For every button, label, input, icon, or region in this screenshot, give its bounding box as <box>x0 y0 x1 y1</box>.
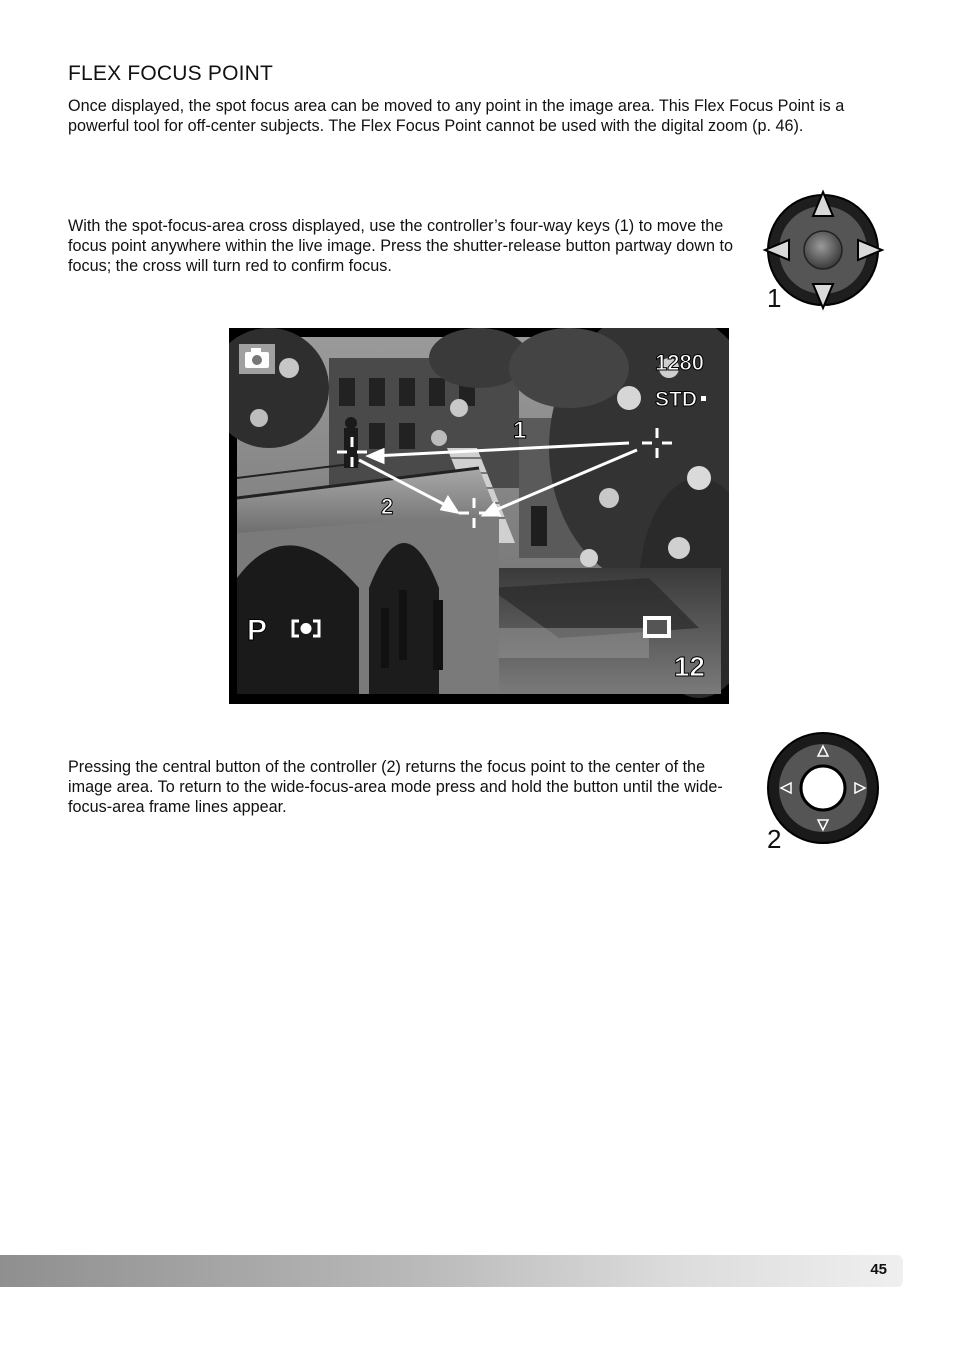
controller-callout-2: 2 <box>767 824 782 854</box>
step1-paragraph: With the spot-focus-area cross displayed, use the controller’s four-way keys (1) to move the focus point anywhere within the live image. Press the shutter-release button partway down to focus; the cross will turn red to confirm focus. <box>68 217 733 275</box>
lcd-callout-2: 2 <box>381 494 394 519</box>
image-size-readout: 1280 <box>655 350 704 375</box>
single-frame-drive-icon <box>643 616 671 638</box>
exposure-mode-readout: P <box>247 614 268 647</box>
lcd-callout-1: 1 <box>513 417 527 444</box>
controller-callout-1: 1 <box>767 283 782 313</box>
intro-paragraph: Once displayed, the spot focus area can be moved to any point in the image area. This Flex Focus Point is a powerful tool for off-center subjects. The Flex Focus Point cannot be used with the digital zoom (p. 46). <box>68 97 845 135</box>
lcd-scene <box>229 328 729 704</box>
camera-mode-icon <box>239 344 275 374</box>
quality-readout: STD <box>655 388 697 411</box>
footer-bar <box>0 1255 903 1287</box>
section-title: FLEX FOCUS POINT <box>68 62 274 85</box>
step2-paragraph: Pressing the central button of the controller (2) returns the focus point to the center of the image area. To return to the wide-focus-area mode press and hold the button until the wide-focus-area frame lines appear. <box>68 758 723 816</box>
frames-remaining-readout: 12 <box>673 651 705 682</box>
lcd-monitor-screenshot <box>229 328 729 704</box>
page-number: 45 <box>870 1261 887 1278</box>
